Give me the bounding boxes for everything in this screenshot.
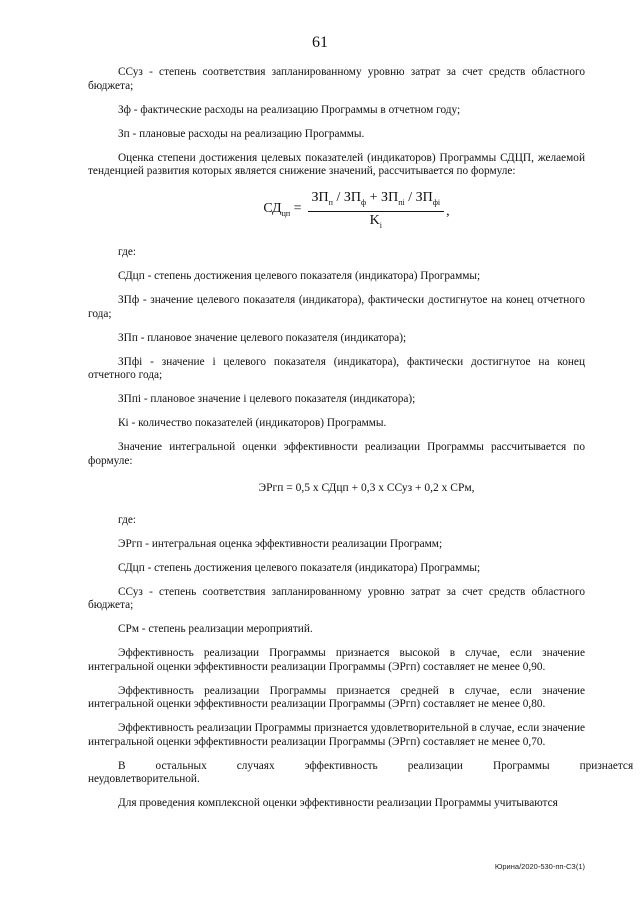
formula-ergp: ЭРгп = 0,5 х СДцп + 0,3 х ССуз + 0,2 х СРм, — [258, 482, 475, 495]
page-content — [88, 66, 634, 811]
paragraph: где: — [118, 513, 136, 526]
paragraph: Кi - количество показателей (индикаторов) Программы. — [118, 417, 387, 430]
paragraph: ЗПфi - значение i целевого показателя (индикатора), фактически достигнутое на конец отчетного года; — [88, 355, 585, 382]
paragraph-other-cases: В остальных случаях эффективность реализации Программы признается неудовлетворительной. — [88, 759, 634, 786]
paragraph: Эффективность реализации Программы признается удовлетворительной в случае, если значение интегральной оценки эффективности реализации Программы (ЭРгп) составляет не менее 0,70. — [88, 722, 586, 748]
paragraph: СДцп - степень достижения целевого показателя (индикатора) Программы; — [118, 561, 481, 574]
paragraph: Эффективность реализации Программы признается высокой в случае, если значение интегральной оценки эффективности реализации Программы (ЭРгп) составляет не менее 0,90. — [88, 647, 585, 673]
formula-fraction — [308, 191, 445, 233]
justified-line: В остальных случаях эффективность реализации Программы признается — [118, 759, 634, 772]
paragraph: Для проведения комплексной оценки эффективности реализации Программы учитываются — [118, 797, 558, 810]
paragraph: ССуз - степень соответствия запланированному уровню затрат за счет средств областного бюджета; — [88, 585, 585, 612]
paragraph: где: — [118, 246, 136, 259]
paragraph: ЭРгп - интегральная оценка эффективности реализации Программ; — [118, 537, 443, 550]
paragraph: ЗПпi - плановое значение i целевого показателя (индикатора); — [118, 393, 416, 406]
paragraph: Зф - фактические расходы на реализацию Программы в отчетном году; — [118, 103, 461, 116]
paragraph: ЗПп - плановое значение целевого показателя (индикатора); — [118, 331, 407, 344]
paragraph: ССуз - степень соответствия запланированному уровню затрат за счет средств областного бюджета; — [88, 66, 585, 92]
paragraph: Зп - плановые расходы на реализацию Программы. — [118, 127, 365, 140]
formula-numerator: $ЗП_п / ЗП_ф + ЗП_{пi} / ЗП_{фi}$ — [308, 191, 445, 212]
page-number: 61 — [312, 34, 328, 51]
paragraph: СРм - степень реализации мероприятий. — [118, 623, 313, 636]
document-code: Юрина/2020-530-пп-СЗ(1) — [494, 862, 585, 871]
formula-denominator: $K_i$ — [369, 212, 383, 230]
paragraph: Эффективность реализации Программы признается средней в случае, если значение интегральной оценки эффективности реализации Программы (ЭРгп) составляет не менее 0,80. — [88, 684, 585, 711]
paragraph: Значение интегральной оценки эффективности реализации Программы рассчитывается по формуле: — [88, 441, 585, 467]
paragraph: Оценка степени достижения целевых показателей (индикаторов) Программы СДЦП, желаемой тенденцией развития которых является снижение значений, рассчитывается по формуле: — [88, 151, 585, 177]
formula-sdcp: $СД_{цп}$ = $\frac{ЗП_п / ЗП_ф + ЗП_{пi} / ЗП_{фi}}{K_i}$ , — [128, 191, 585, 233]
paragraph: СДцп - степень достижения целевого показателя (индикатора) Программы; — [118, 270, 481, 283]
formula-lhs: $СД_{цп}$ = — [263, 201, 302, 218]
paragraph: ЗПф - значение целевого показателя (индикатора), фактически достигнутое на конец отчетного года; — [88, 294, 585, 320]
